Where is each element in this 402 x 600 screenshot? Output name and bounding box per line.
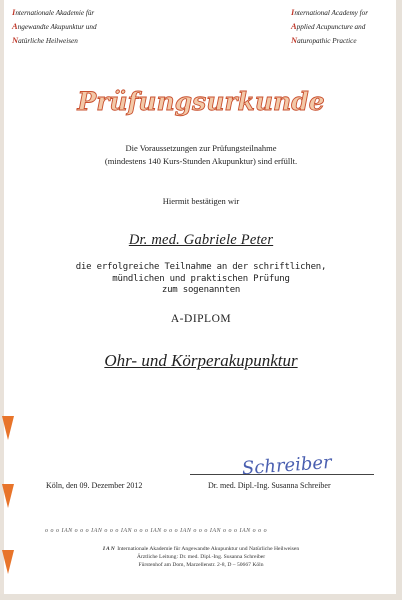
certificate-title-text: Prüfungsurkunde xyxy=(77,87,325,116)
description-text xyxy=(0,262,402,297)
requirements-text xyxy=(0,142,402,167)
header-text: atürliche Heilweisen xyxy=(18,37,78,46)
diploma-level: A-DIPLOM xyxy=(170,313,232,325)
header-text: aturopathic Practice xyxy=(297,37,357,46)
header-right-academy-en xyxy=(291,6,395,49)
recipient-name: Dr. med. Gabriele Peter xyxy=(128,232,274,248)
header-initial: A xyxy=(291,21,297,32)
signature-line xyxy=(190,474,374,475)
footer-medical-director: Ärztliche Leitung: Dr. med. Dipl.-Ing. Susanna Schreiber xyxy=(136,554,266,560)
svg-text:Schreiber: Schreiber xyxy=(241,451,333,479)
requirements-line: (mindestens 140 Kurs-Stunden Akupunktur) sind erfüllt. xyxy=(104,155,298,166)
description-line: die erfolgreiche Teilnahme an der schriftlichen, xyxy=(75,262,327,272)
header-initial: A xyxy=(12,21,18,32)
page-edge-bottom xyxy=(0,594,402,600)
header-initial: N xyxy=(291,35,298,46)
header-initial: I xyxy=(12,7,16,17)
description-line: zum sogenannten xyxy=(161,285,241,295)
header-text: nternationale Akademie für xyxy=(15,9,95,17)
header-text: nternational Academy for xyxy=(294,9,369,17)
requirements-line: Die Voraussetzungen zur Prüfungsteilnahme xyxy=(125,143,277,153)
diploma-subject: Ohr- und Körperakupunktur xyxy=(104,351,298,370)
signatory-name: Dr. med. Dipl.-Ing. Susanna Schreiber xyxy=(208,481,331,490)
footer-academy-line xyxy=(0,546,402,552)
header-text: ngewandte Akupunktur und xyxy=(17,23,97,32)
header-initial: I xyxy=(291,7,295,17)
footer-ian-logo: IAN xyxy=(102,546,116,552)
place-and-date: Köln, den 09. Dezember 2012 xyxy=(46,481,143,490)
footer-ornament: o o o IAN o o o IAN o o o IAN o o o IAN o o o IAN o o o IAN o o o IAN o o o xyxy=(45,528,268,534)
footer-academy-name: Internationale Akademie für Angewandte Akupunktur und Natürliche Heilweisen xyxy=(117,546,300,552)
side-mark-chevron-icon xyxy=(2,414,14,442)
header-initial: N xyxy=(12,35,19,46)
side-mark-chevron-icon xyxy=(2,482,14,510)
footer-address: Fürstenhof am Dom, Marzellenstr. 2-8, D – 50667 Köln xyxy=(138,562,264,568)
confirmation-text: Hiermit bestätigen wir xyxy=(162,196,240,206)
certificate-title xyxy=(0,86,402,120)
description-line: mündlichen und praktischen Prüfung xyxy=(112,273,290,284)
header-text: pplied Acupuncture and xyxy=(296,23,366,32)
header-left-academy-de xyxy=(12,6,162,49)
